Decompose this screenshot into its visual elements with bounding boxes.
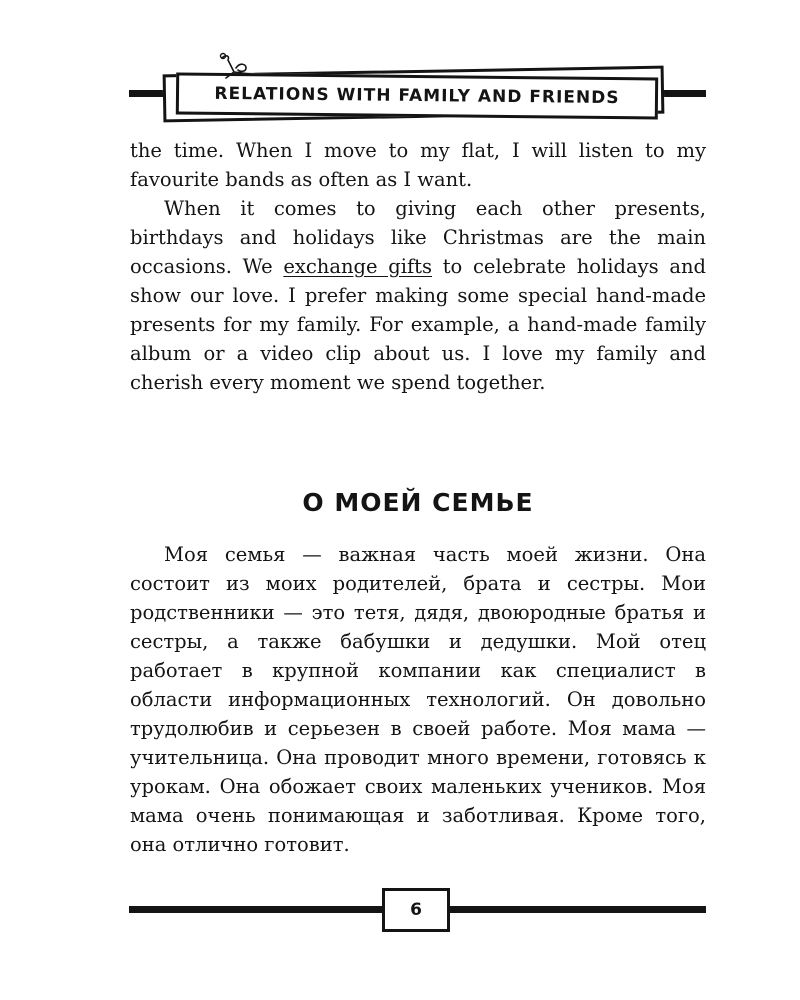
- english-paragraph-continued: the time. When I move to my flat, I will listen to my favourite bands as often as I want.: [130, 139, 706, 191]
- header-rule-right: [662, 90, 706, 97]
- underlined-phrase: exchange gifts: [283, 255, 433, 278]
- page-number-box: [382, 888, 450, 932]
- english-paragraph-presents: [130, 194, 706, 397]
- section-title: О МОЕЙ СЕМЬЕ: [302, 488, 534, 517]
- doodle-figure-icon: [216, 50, 254, 82]
- paragraph-text-end: to celebrate holidays and show our love. I prefer making some special hand-made presents for my family. For example, a hand-made family album or a video clip about us. I love my family and cherish every moment we spend together.: [130, 255, 706, 394]
- paragraph-text-start: When it comes to giving each other presents, birthdays and holidays like Christmas are the main occasions. We: [130, 197, 706, 278]
- page-number: 6: [410, 900, 422, 920]
- russian-paragraph: Моя семья — важная часть моей жизни. Она состоит из моих родителей, брата и сестры. Мои родственники — это тетя, дядя, двоюродные братья и сестры, а также бабушки и дедушки. Мой отец работает в крупной компании как специалист в области информационных технологий. Он довольно трудолюбив и серьезен в своей работе. Моя мама — учительница. Она проводит много времени, готовясь к урокам. Она обожает своих маленьких учеников. Моя мама очень понимающая и заботливая. Кроме того, она отлично готовит.: [130, 543, 706, 856]
- footer-rule-left: [129, 906, 383, 913]
- footer-rule-right: [449, 906, 706, 913]
- running-head-title: RELATIONS WITH FAMILY AND FRIENDS: [214, 83, 620, 109]
